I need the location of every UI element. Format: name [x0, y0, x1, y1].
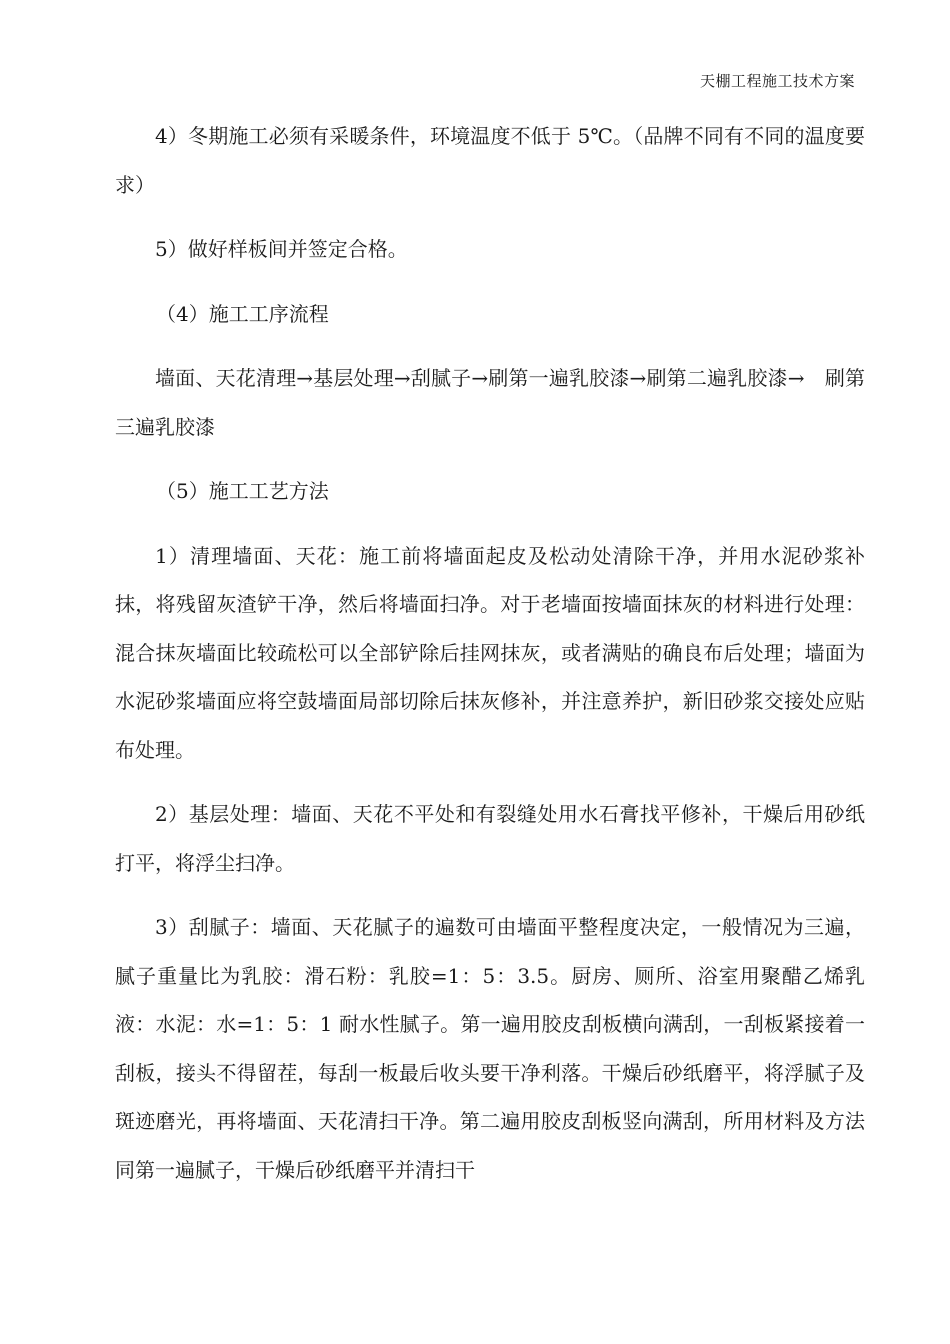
paragraph-clean-wall: 1）清理墙面、天花：施工前将墙面起皮及松动处清除干净，并用水泥砂浆补抹，将残留灰渣铲干净，然后将墙面扫净。对于老墙面按墙面抹灰的材料进行处理：混合抹灰墙面比较疏松可以全部铲除后挂网抹灰，或者满贴的确良布后处理；墙面为水泥砂浆墙面应将空鼓墙面局部切除后抹灰修补，并注意养护，新旧砂浆交接处应贴布处理。 — [115, 543, 865, 762]
paragraph-putty: 3）刮腻子：墙面、天花腻子的遍数可由墙面平整程度决定，一般情况为三遍，腻子重量比为乳胶：滑石粉：乳胶=1：5：3.5。厨房、厕所、浴室用聚醋乙烯乳液：水泥：水=1：5：1 耐水性腻子。第一遍用胶皮刮板横向满刮，一刮板紧接着一刮板，接头不得留茬，每刮一板最后收头要干净利落。干燥后砂纸磨平，将浮腻子及斑迹磨光，再将墙面、天花清扫干净。第二遍用胶皮刮板竖向满刮，所用材料及方法同第一遍腻子，干燥后砂纸磨平并清扫干 — [115, 915, 865, 1182]
paragraph-base-treatment: 2）基层处理：墙面、天花不平处和有裂缝处用水石膏找平修补，干燥后用砂纸打平，将浮尘扫净。 — [115, 802, 865, 875]
paragraph-winter-construction: 4）冬期施工必须有采暖条件，环境温度不低于 5℃。（品牌不同有不同的温度要求） — [115, 124, 865, 197]
running-header: 天棚工程施工技术方案 — [699, 72, 855, 90]
section-heading-process-method: （5）施工工艺方法 — [156, 479, 329, 503]
body-text — [115, 112, 865, 1210]
paragraph-sample-room: 5）做好样板间并签定合格。 — [155, 237, 408, 261]
section-heading-process-flow: （4）施工工序流程 — [156, 301, 329, 326]
paragraph-process-flow: 墙面、天花清理→基层处理→刮腻子→刷第一遍乳胶漆→刷第二遍乳胶漆→ 刷第三遍乳胶漆 — [115, 366, 865, 439]
